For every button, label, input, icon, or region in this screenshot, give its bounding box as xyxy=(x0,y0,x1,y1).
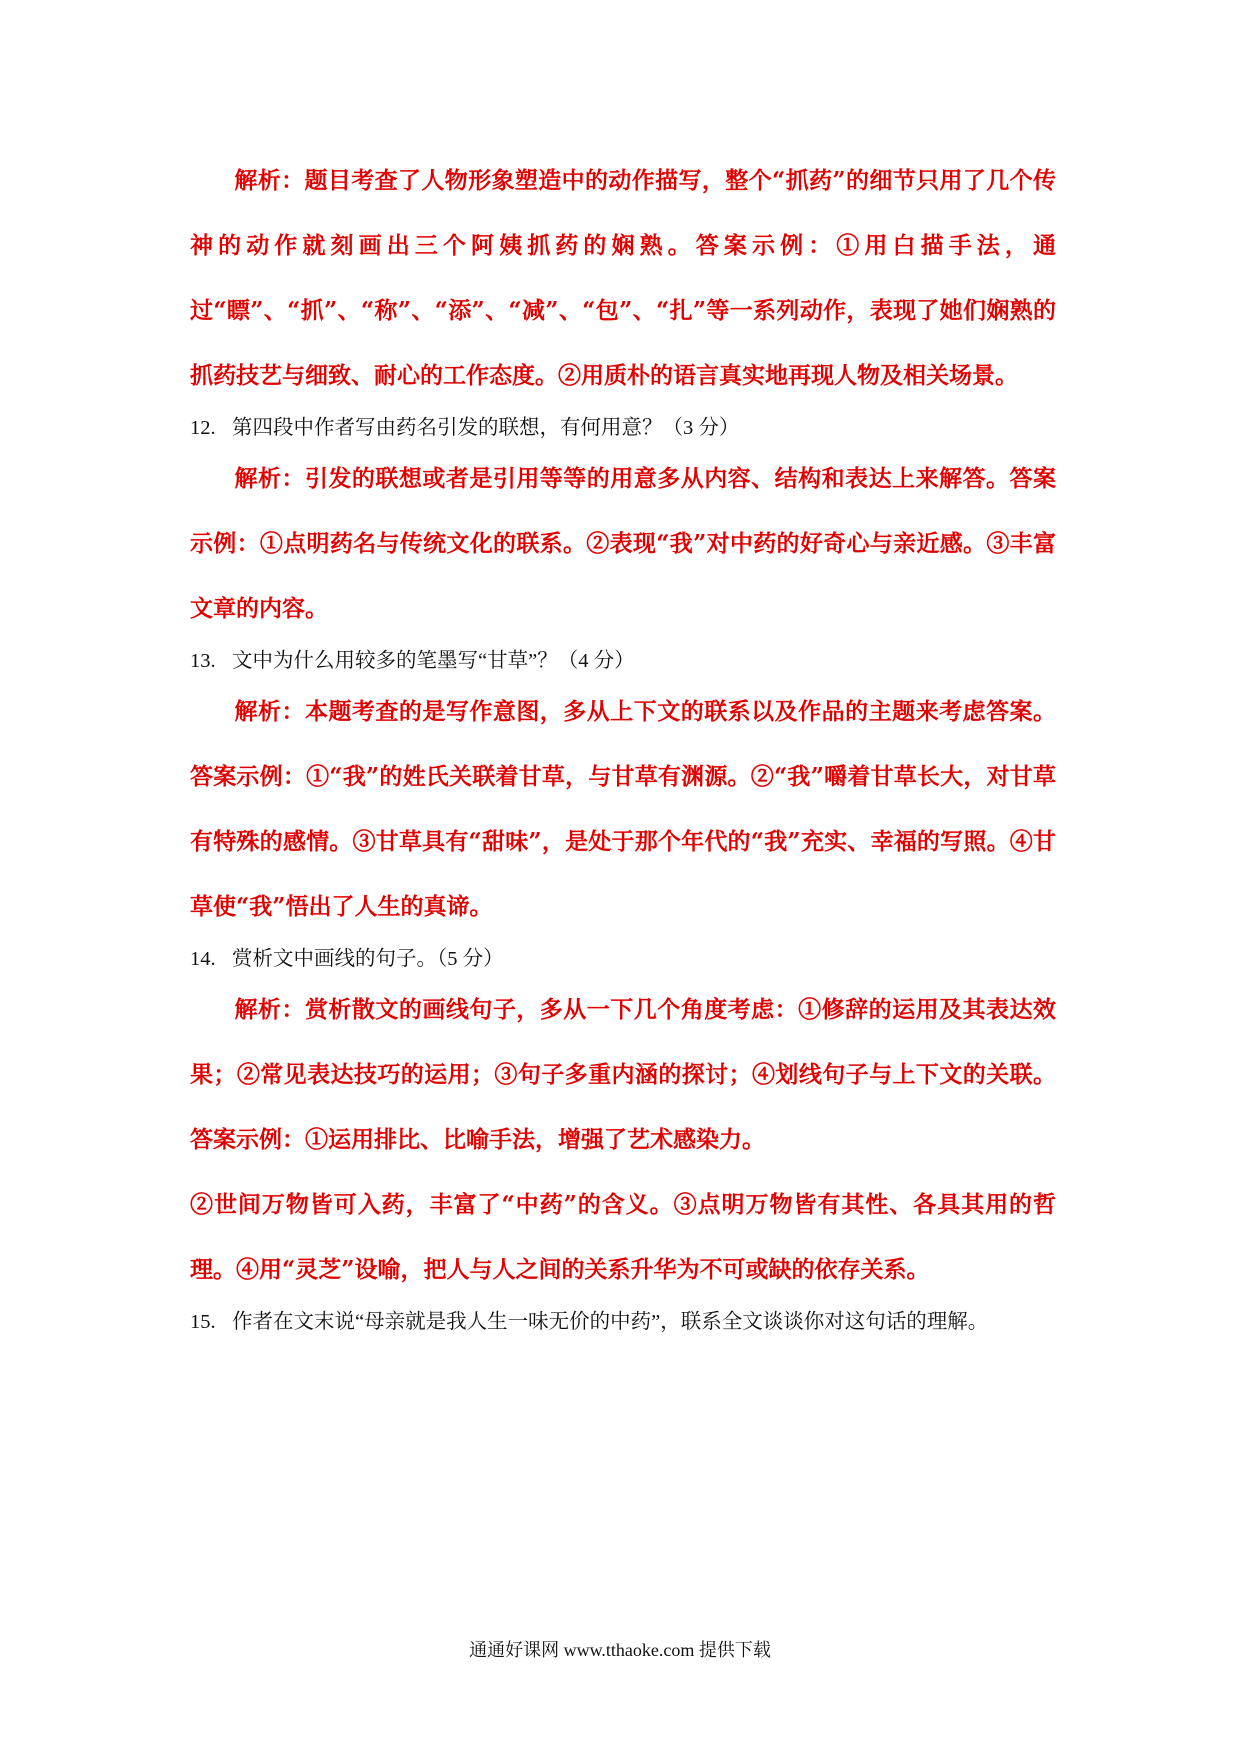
question-15-text: 作者在文末说“母亲就是我人生一味无价的中药”，联系全文谈谈你对这句话的理解。 xyxy=(232,1311,989,1333)
answer-14a-text: 解析：赏析散文的画线句子，多从一下几个角度考虑：①修辞的运用及其表达效果；②常见表达技巧的运用；③句子多重内涵的探讨；④划线句子与上下文的关联。答案示例：①运用排比、比喻手法，增强了艺术感染力。 xyxy=(190,996,1056,1153)
question-15-number: 15. xyxy=(190,1311,216,1333)
answer-13 xyxy=(190,679,1056,939)
question-14-text: 赏析文中画线的句子。（5 分） xyxy=(232,948,504,970)
question-13-text: 文中为什么用较多的笔墨写“甘草”？（4 分） xyxy=(232,650,635,672)
answer-11 xyxy=(190,148,1056,408)
answer-12-text: 解析：引发的联想或者是引用等等的用意多从内容、结构和表达上来解答。答案示例：①点明药名与传统文化的联系。②表现“我”对中药的好奇心与亲近感。③丰富文章的内容。 xyxy=(190,465,1056,622)
page-content xyxy=(190,148,1056,1340)
question-13-number: 13. xyxy=(190,650,216,672)
page-footer: 通通好课网 www.tthaoke.com 提供下载 xyxy=(469,1640,771,1660)
answer-14b xyxy=(190,1172,1056,1302)
answer-11-text: 解析：题目考查了人物形象塑造中的动作描写，整个“抓药”的细节只用了几个传神的动作就刻画出三个阿姨抓药的娴熟。答案示例：①用白描手法，通过“瞟”、“抓”、“称”、“添”、“减”、“包”、“扎”等一系列动作，表现了她们娴熟的抓药技艺与细致、耐心的工作态度。②用质朴的语言真实地再现人物及相关场景。 xyxy=(190,167,1056,389)
question-14-number: 14. xyxy=(190,948,216,970)
answer-13-text: 解析：本题考查的是写作意图，多从上下文的联系以及作品的主题来考虑答案。答案示例：①“我”的姓氏关联着甘草，与甘草有渊源。②“我”嚼着甘草长大，对甘草有特殊的感情。③甘草具有“甜味”，是处于那个年代的“我”充实、幸福的写照。④甘草使“我”悟出了人生的真谛。 xyxy=(190,698,1056,920)
question-15 xyxy=(190,1302,1056,1340)
question-14 xyxy=(190,939,1056,977)
answer-12 xyxy=(190,446,1056,641)
question-12 xyxy=(190,408,1056,446)
answer-14b-text: ②世间万物皆可入药，丰富了“中药”的含义。③点明万物皆有其性、各具其用的哲理。④用“灵芝”设喻，把人与人之间的关系升华为不可或缺的依存关系。 xyxy=(190,1191,1056,1283)
question-13 xyxy=(190,641,1056,679)
question-12-number: 12. xyxy=(190,417,216,439)
question-12-text: 第四段中作者写由药名引发的联想，有何用意？（3 分） xyxy=(232,417,740,439)
answer-14a xyxy=(190,977,1056,1172)
